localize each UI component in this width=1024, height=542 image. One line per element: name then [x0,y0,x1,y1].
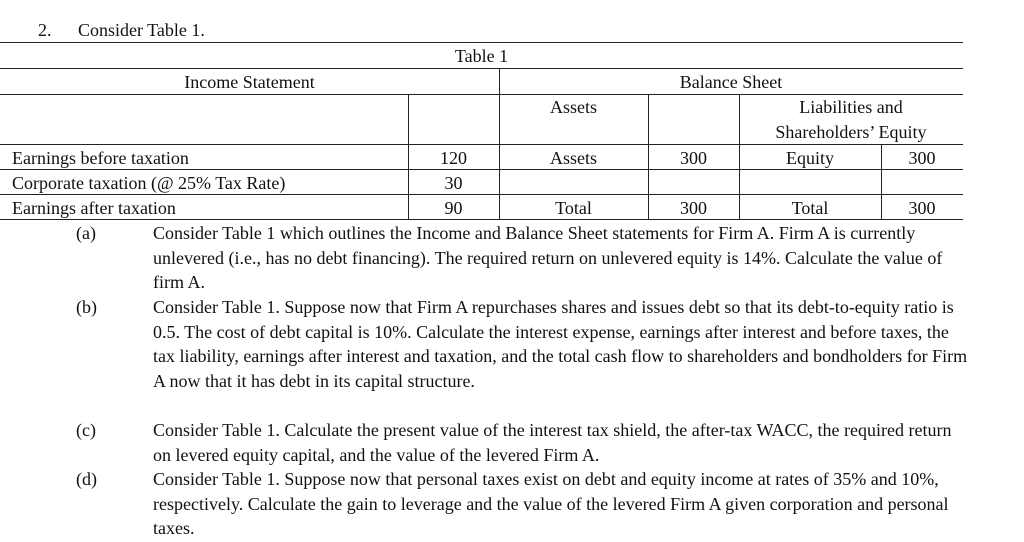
liabilities-header-line1: Liabilities and [799,97,903,117]
income-statement-header: Income Statement [184,72,315,92]
liabilities-header-line2: Shareholders’ Equity [775,122,927,142]
row-bs-assets-label: Assets [549,148,597,168]
table-section-rule [0,94,963,95]
table-title: Table 1 [454,46,509,66]
question-number: 2. [38,20,52,40]
part-b-label: (b) [76,297,97,317]
table-header-rule [0,144,963,145]
part-a-text: Consider Table 1 which outlines the Income and Balance Sheet statements for Firm A. Firm A is currently unlevered (i.e., has no debt financing). The required return on unlevered equity is 14%. Calculate the value of firm A. [153,223,943,293]
row-label: Earnings before taxation [12,148,189,168]
part-c-text: Consider Table 1. Calculate the present value of the interest tax shield, the after-tax WACC, the required return on levered equity capital, and the value of the levered Firm A. [153,420,952,465]
table-top-rule [0,42,963,43]
row-bs-equity-value: 300 [908,198,936,218]
row-label: Corporate taxation (@ 25% Tax Rate) [12,173,286,193]
row-value: 30 [444,173,463,193]
row-label: Earnings after taxation [12,198,176,218]
row-value: 90 [444,198,463,218]
part-d-label: (d) [76,469,97,489]
table-row1-rule [0,169,963,170]
balance-sheet-header: Balance Sheet [679,72,783,92]
part-a-label: (a) [76,223,96,243]
part-c-label: (c) [76,420,96,440]
table-row2-rule [0,194,963,195]
row-bs-equity-label: Equity [786,148,834,168]
row-bs-assets-value: 300 [680,198,707,218]
row-bs-equity-label: Total [791,198,829,218]
table-title-rule [0,68,963,69]
part-b-text: Consider Table 1. Suppose now that Firm A repurchases shares and issues debt so that its debt-to-equity ratio is 0.5. The cost of debt capital is 10%. Calculate the interest expense, earnings after interest and before taxes, the tax liability, earnings after interest and taxation, and the total cash flow to shareholders and bondholders for Firm A now that it has debt in its capital structure. [153,297,968,391]
part-d-text: Consider Table 1. Suppose now that personal taxes exist on debt and equity income at rates of 35% and 10%, respectively. Calculate the gain to leverage and the value of the levered Firm A given corporation and personal taxes. [153,469,949,539]
row-value: 120 [440,148,467,168]
row-bs-assets-value: 300 [680,148,707,168]
row-bs-equity-value: 300 [908,148,936,168]
assets-header: Assets [549,97,597,117]
table-bottom-rule [0,219,963,220]
row-bs-assets-label: Total [555,198,592,218]
question-text: Consider Table 1. [78,20,205,40]
